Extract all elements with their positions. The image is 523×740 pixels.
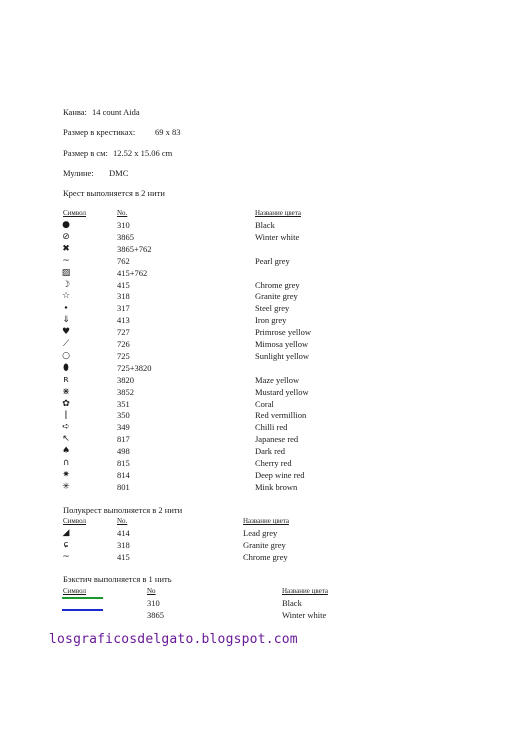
row-number: 3865+762 bbox=[117, 244, 152, 254]
section3-header-name: Название цвета bbox=[282, 587, 328, 595]
row-symbol-icon: ➪ bbox=[62, 422, 70, 432]
row-number: 815 bbox=[117, 458, 130, 468]
floss-value: DMC bbox=[109, 168, 129, 178]
row-color-name: Winter white bbox=[282, 610, 327, 620]
row-number: 413 bbox=[117, 315, 130, 325]
row-symbol-icon: ⟋ bbox=[62, 339, 70, 349]
row-number: 726 bbox=[117, 339, 130, 349]
row-number: 498 bbox=[117, 446, 130, 456]
section2-header-no: No. bbox=[117, 517, 128, 525]
size-cm-value: 12.52 x 15.06 cm bbox=[113, 148, 173, 158]
section3-title: Бэкстич выполняется в 1 нить bbox=[63, 574, 172, 584]
row-symbol-icon: ♥ bbox=[61, 327, 71, 337]
section2-header-name: Название цвета bbox=[243, 517, 289, 525]
backstitch-line-icon bbox=[62, 609, 103, 611]
floss-label: Мулине: bbox=[63, 168, 94, 178]
row-color-name: Pearl grey bbox=[255, 256, 290, 266]
row-symbol-icon: ~ bbox=[62, 552, 70, 562]
size-cross-value: 69 x 83 bbox=[155, 127, 181, 137]
row-number: 318 bbox=[117, 540, 130, 550]
row-color-name: Japanese red bbox=[255, 434, 299, 444]
row-number: 725+3820 bbox=[117, 363, 152, 373]
row-color-name: Primrose yellow bbox=[255, 327, 311, 337]
row-number: 3865 bbox=[117, 232, 134, 242]
row-number: 3865 bbox=[147, 610, 164, 620]
row-symbol-icon: ● bbox=[62, 220, 70, 230]
row-color-name: Maze yellow bbox=[255, 375, 300, 385]
row-number: 414 bbox=[117, 528, 130, 538]
row-color-name: Deep wine red bbox=[255, 470, 305, 480]
row-number: 415 bbox=[117, 552, 130, 562]
row-symbol-icon: ǀ bbox=[64, 410, 68, 420]
footer-url: losgraficosdelgato.blogspot.com bbox=[49, 632, 298, 647]
row-symbol-icon: ⬮ bbox=[63, 363, 69, 373]
section2-title: Полукрест выполняется в 2 нити bbox=[63, 505, 183, 515]
row-color-name: Iron grey bbox=[255, 315, 287, 325]
row-color-name: Granite grey bbox=[243, 540, 286, 550]
row-symbol-icon: ○ bbox=[62, 351, 70, 361]
row-symbol-icon: ⋇ bbox=[62, 387, 70, 397]
row-symbol-icon: ⊘ bbox=[62, 232, 70, 242]
row-number: 351 bbox=[117, 399, 130, 409]
row-number: 817 bbox=[117, 434, 130, 444]
row-color-name: Chilli red bbox=[255, 422, 288, 432]
row-number: 801 bbox=[117, 482, 130, 492]
row-number: 350 bbox=[117, 410, 130, 420]
row-color-name: Dark red bbox=[255, 446, 285, 456]
row-number: 310 bbox=[117, 220, 130, 230]
row-color-name: Coral bbox=[255, 399, 274, 409]
section1-header-no: No. bbox=[117, 209, 128, 217]
canvas-value: 14 count Aida bbox=[92, 107, 140, 117]
row-number: 814 bbox=[117, 470, 130, 480]
row-color-name: Mimosa yellow bbox=[255, 339, 309, 349]
section2-header-symbol: Символ bbox=[63, 517, 87, 525]
row-symbol-icon: ◢ bbox=[62, 528, 70, 538]
row-number: 725 bbox=[117, 351, 130, 361]
row-symbol-icon: ☆ bbox=[61, 291, 71, 301]
row-number: 415 bbox=[117, 280, 130, 290]
section3-header-symbol: Символ bbox=[63, 587, 87, 595]
section1-header-name: Название цвета bbox=[255, 209, 301, 217]
row-symbol-icon: ✿ bbox=[62, 399, 70, 409]
row-color-name: Mink brown bbox=[255, 482, 298, 492]
row-color-name: Red vermillion bbox=[255, 410, 307, 420]
row-number: 349 bbox=[117, 422, 130, 432]
row-symbol-icon: ☽ bbox=[61, 280, 71, 290]
backstitch-line-icon bbox=[62, 597, 103, 599]
row-symbol-icon: ⬩ bbox=[64, 303, 68, 313]
row-color-name: Lead grey bbox=[243, 528, 278, 538]
section3-header-no: No bbox=[147, 587, 156, 595]
row-color-name: Sunlight yellow bbox=[255, 351, 310, 361]
row-number: 317 bbox=[117, 303, 130, 313]
row-color-name: Granite grey bbox=[255, 291, 298, 301]
row-symbol-icon: ▨ bbox=[61, 268, 71, 278]
row-color-name: Black bbox=[255, 220, 275, 230]
canvas-label: Канва: bbox=[63, 107, 87, 117]
row-color-name: Winter white bbox=[255, 232, 300, 242]
row-symbol-icon: ⇓ bbox=[62, 315, 70, 325]
row-symbol-icon: ∩ bbox=[62, 458, 70, 468]
row-symbol-icon: ɕ bbox=[63, 540, 69, 550]
row-symbol-icon: ✷ bbox=[62, 470, 70, 480]
row-color-name: Chrome grey bbox=[255, 280, 300, 290]
size-cm-label: Размер в см: bbox=[63, 148, 108, 158]
row-number: 762 bbox=[117, 256, 130, 266]
size-cross-label: Размер в крестиках: bbox=[63, 127, 136, 137]
row-color-name: Mustard yellow bbox=[255, 387, 309, 397]
row-symbol-icon: ʀ bbox=[63, 375, 69, 385]
row-number: 318 bbox=[117, 291, 130, 301]
section1-title: Крест выполняется в 2 нити bbox=[63, 188, 165, 198]
row-color-name: Cherry red bbox=[255, 458, 292, 468]
row-number: 3820 bbox=[117, 375, 134, 385]
row-number: 727 bbox=[117, 327, 130, 337]
row-number: 310 bbox=[147, 598, 160, 608]
row-color-name: Black bbox=[282, 598, 302, 608]
row-number: 3852 bbox=[117, 387, 134, 397]
row-symbol-icon: ✖ bbox=[62, 244, 70, 254]
section1-header-symbol: Символ bbox=[63, 209, 87, 217]
row-symbol-icon: ✳ bbox=[62, 482, 70, 492]
row-symbol-icon: ↖ bbox=[62, 434, 70, 444]
row-color-name: Steel grey bbox=[255, 303, 290, 313]
row-number: 415+762 bbox=[117, 268, 148, 278]
row-symbol-icon: ~ bbox=[62, 256, 70, 266]
row-color-name: Chrome grey bbox=[243, 552, 288, 562]
row-symbol-icon: ♠ bbox=[61, 446, 71, 456]
